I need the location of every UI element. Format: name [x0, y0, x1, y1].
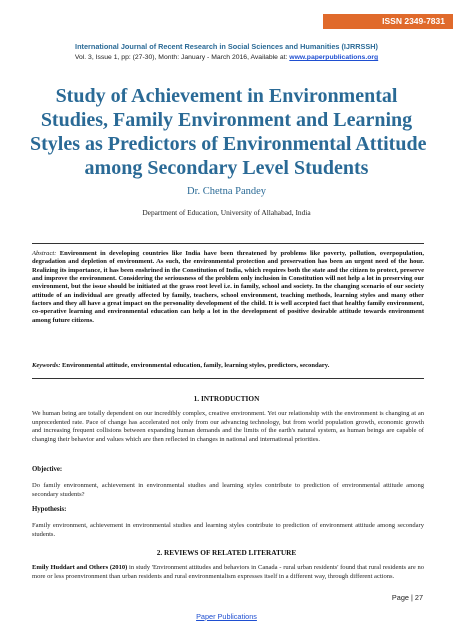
- keywords-text: Environmental attitude, environmental education, family, learning styles, predictors, secondary.: [62, 362, 330, 369]
- keywords-label: Keywords:: [32, 362, 61, 369]
- divider-top: [32, 243, 424, 244]
- objective-heading: Objective:: [32, 466, 63, 473]
- author-affiliation: Department of Education, University of Allahabad, India: [142, 208, 311, 217]
- volume-line: [0, 54, 453, 61]
- volume-text: Vol. 3, Issue 1, pp: (27-30), Month: January - March 2016, Available at:: [74, 54, 288, 61]
- literature-paragraph: [32, 564, 424, 581]
- section-heading-introduction: 1. INTRODUCTION: [193, 394, 260, 403]
- publisher-link[interactable]: Paper Publications: [196, 612, 257, 621]
- section-heading-literature: 2. REVIEWS OF RELATED LITERATURE: [156, 548, 297, 557]
- hypothesis-heading: Hypothesis:: [32, 506, 67, 513]
- title-line: Studies, Family Environment and Learning: [40, 109, 413, 131]
- abstract: [32, 250, 424, 325]
- title-line: Styles as Predictors of Environmental Attitude: [30, 133, 427, 155]
- website-link[interactable]: www.paperpublications.org: [289, 54, 379, 61]
- journal-name: International Journal of Recent Research in Social Sciences and Humanities (IJRRSSH): [75, 42, 378, 51]
- objective-paragraph: Do family environment, achievement in environmental studies and learning styles contribute to prediction of environmental attitude among secondary students?: [32, 482, 424, 498]
- keywords: [32, 362, 424, 370]
- divider-bottom: [32, 378, 424, 379]
- abstract-text: Environment in developing countries like India have been threatened by problems like poverty, pollution, overpopulation, degradation and depletion of environment. As such, the environmental protection and preservation has been an urgent need of the hour. Realizing its importance, it has been enshrined in the Constitution of India, which requires both the state and the citizen to protect, preserve and improve the environment. Considering the seriousness of the problem only inclusion in Constitution will not help a lot in preserving our environment, but the issue should be initiated at the grass root level i.e. in family, school and society. In the changing scenario of our society attitude of an individual are greatly affected by family, teachers, school environment, teaching methods, learning styles and many other factors and they all have a great impact on the personality development of the child. It is well accepted fact that healthy family environment, co-operative learning and environmental education can help a lot in the development of positive desirable attitude towards environment among future citizens.: [32, 250, 424, 324]
- issn-badge: ISSN 2349-7831: [323, 14, 453, 29]
- hypothesis-paragraph: Family environment, achievement in environmental studies and learning styles contribute to prediction of environment attitude among secondary students.: [32, 522, 424, 538]
- abstract-label: Abstract:: [32, 250, 57, 257]
- introduction-paragraph: We human being are totally dependent on our incredibly complex, creative environment. Yet our relationship with the environment is changing at an unprecedented rate. Pace of change has accelerated not only from our advancing technology, but from world population growth, economic growth and increasing frequent collisions between expanding human demands and the limits of the earth's natural system, as human beings are capable of changing their behavior and values which are then reflected in changes in national and international priorities.: [32, 410, 424, 443]
- review-text: in study 'Environment attitudes and behaviors in Canada - rural urban residents' found that rural residents are no more or less proenvironment than urban residents and rural environmentalism expresses itself in a different way, through different actions.: [32, 564, 425, 580]
- paper-title: [30, 84, 427, 180]
- review-author: Emily Huddart and Others (2010): [32, 564, 128, 571]
- page-number: Page | 27: [391, 593, 423, 602]
- title-line: Study of Achievement in Environmental: [55, 85, 398, 107]
- author-name: Dr. Chetna Pandey: [186, 186, 267, 197]
- title-line: among Secondary Level Students: [84, 157, 369, 179]
